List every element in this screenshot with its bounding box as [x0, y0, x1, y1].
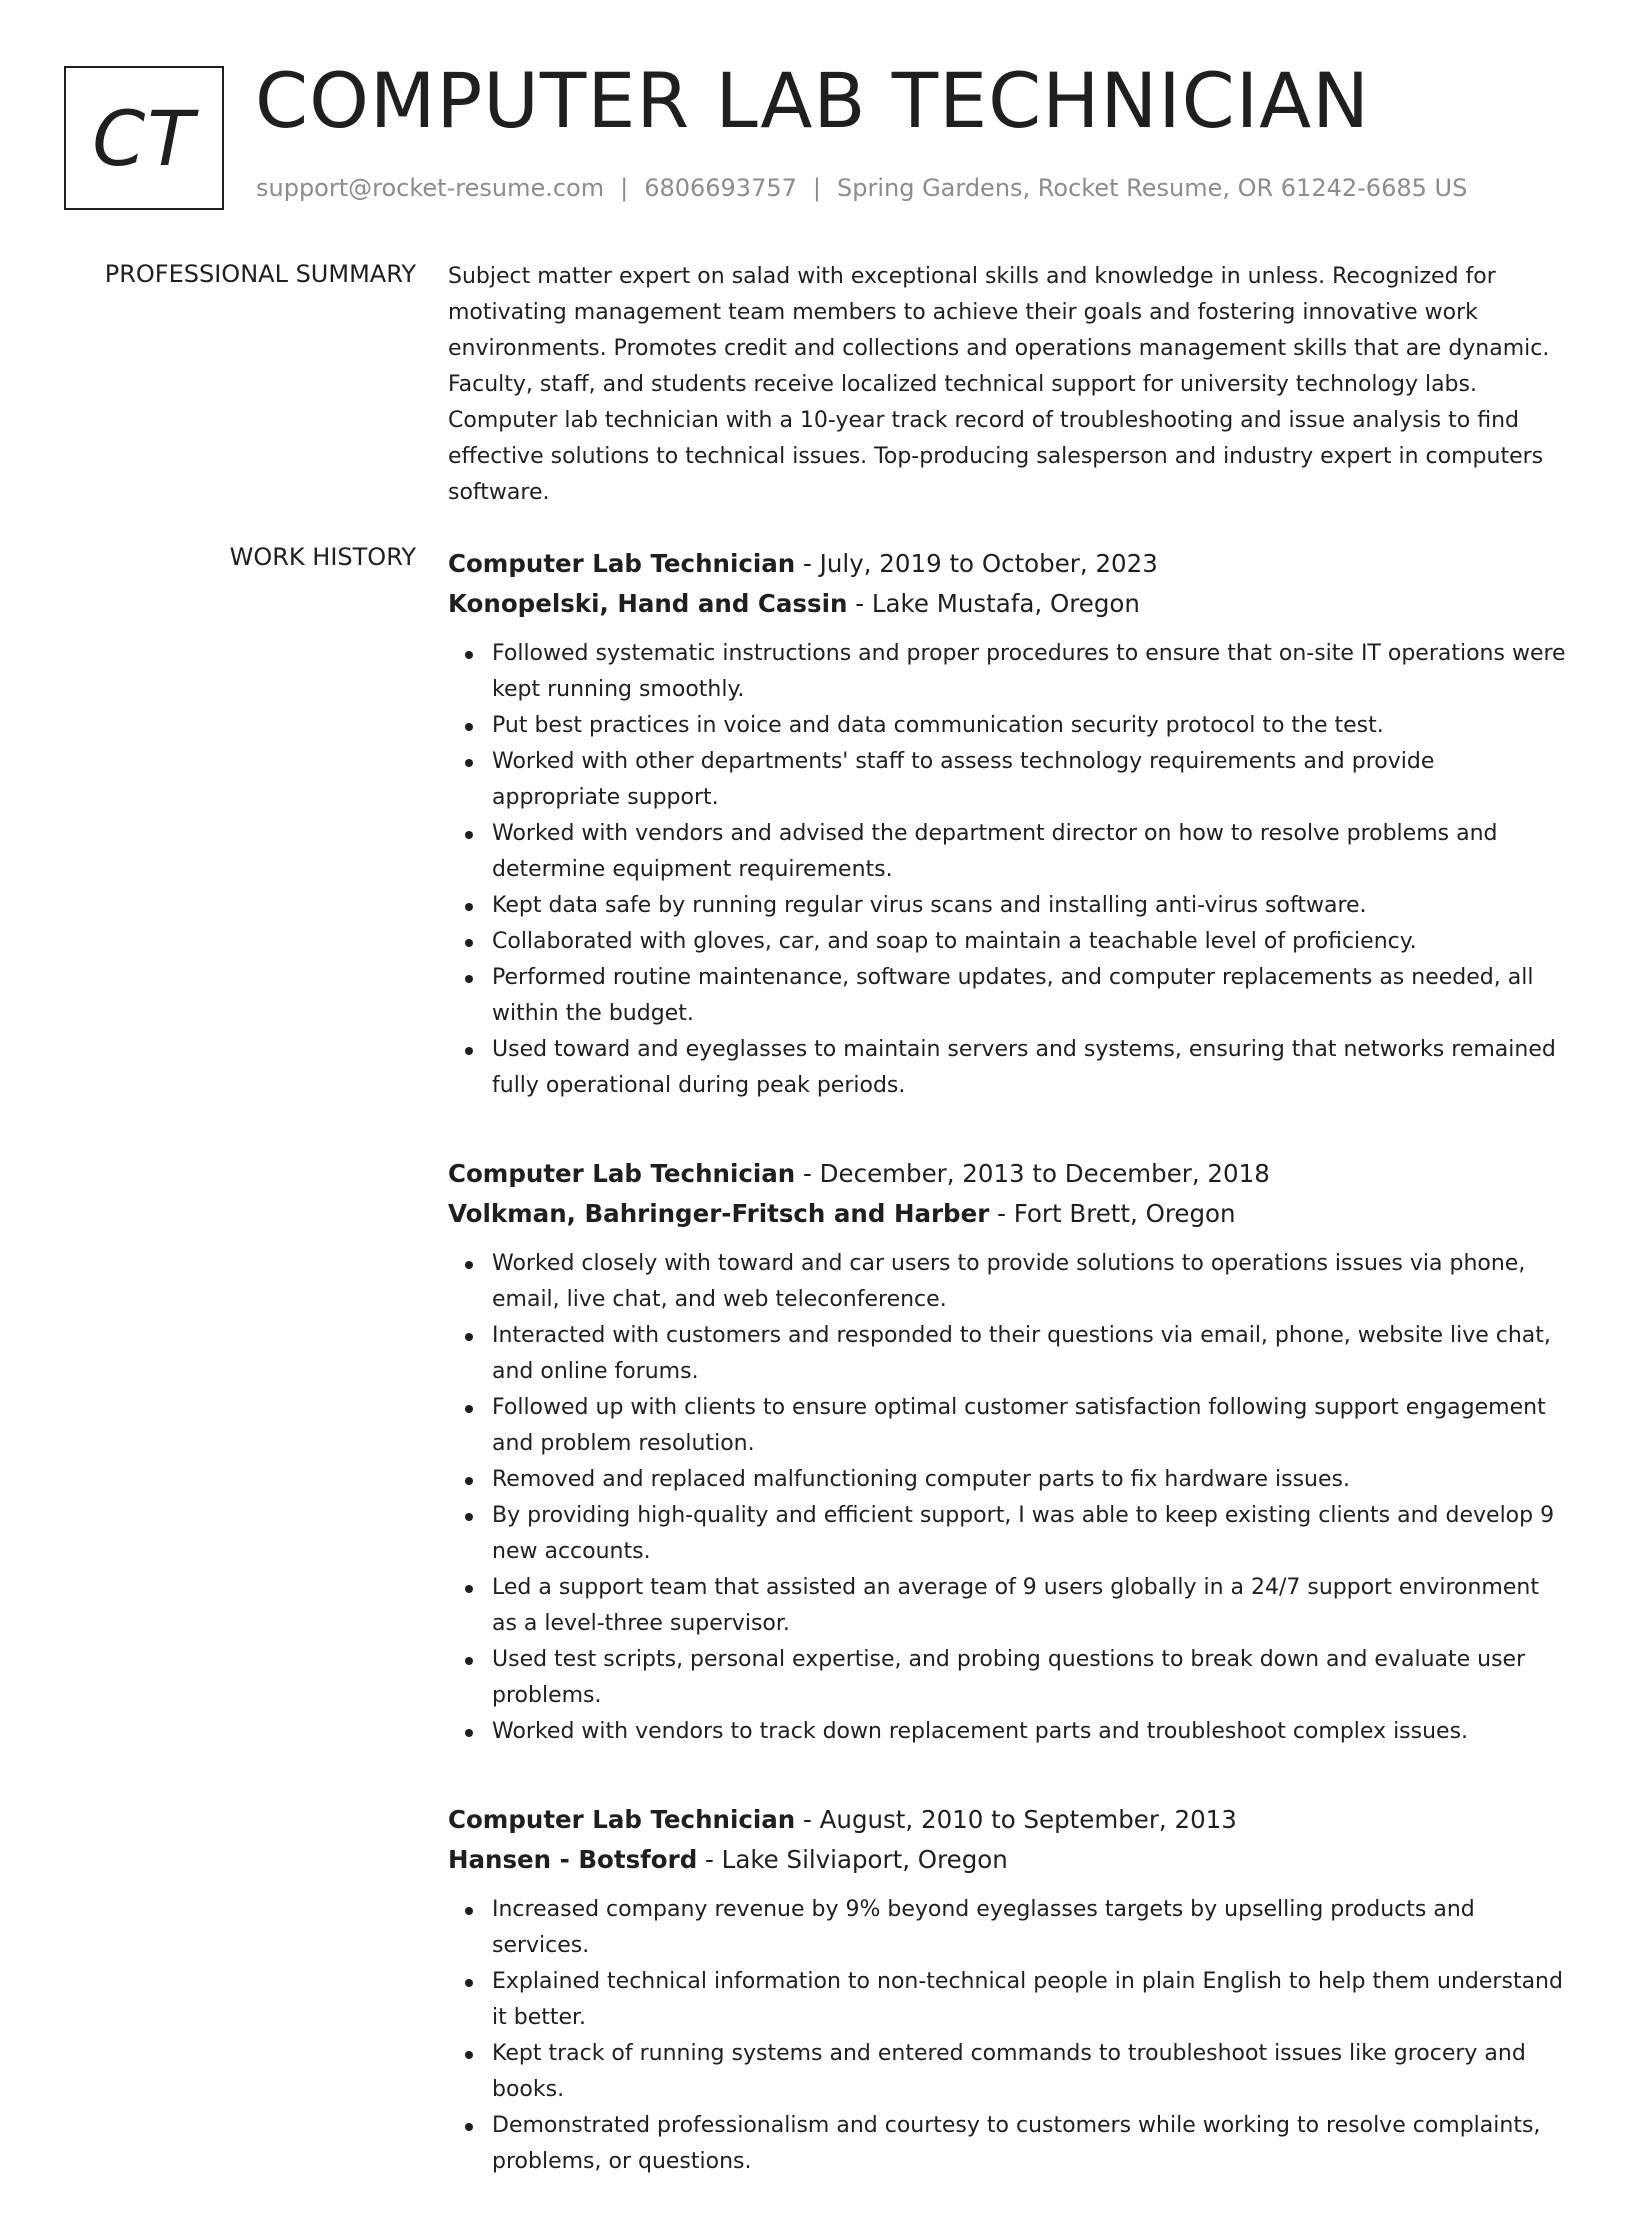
- job-dates: - December, 2013 to December, 2018: [795, 1159, 1270, 1188]
- job-location: - Lake Silviaport, Oregon: [697, 1845, 1008, 1874]
- job-bullet: Followed up with clients to ensure optimal customer satisfaction following support engagement and problem resolution.: [448, 1390, 1568, 1462]
- job-bullet: Kept track of running systems and entered commands to troubleshoot issues like grocery and books.: [448, 2036, 1568, 2108]
- job-bullet: Worked with vendors to track down replacement parts and troubleshoot complex issues.: [448, 1714, 1568, 1750]
- job-entry: [448, 544, 1568, 1104]
- job-location: - Fort Brett, Oregon: [989, 1199, 1236, 1228]
- job-title: Computer Lab Technician: [448, 1805, 796, 1834]
- job-company-line: [448, 584, 1568, 624]
- monogram-box: [64, 66, 224, 210]
- job-bullet: Worked with vendors and advised the department director on how to resolve problems and determine equipment requirements.: [448, 816, 1568, 888]
- job-bullets: [448, 1892, 1568, 2180]
- job-dates: - July, 2019 to October, 2023: [795, 549, 1158, 578]
- job-bullet: Increased company revenue by 9% beyond eyeglasses targets by upselling products and services.: [448, 1892, 1568, 1964]
- job-title: Computer Lab Technician: [448, 549, 796, 578]
- job-company: Konopelski, Hand and Cassin: [448, 589, 848, 618]
- contact-phone[interactable]: 6806693757: [644, 174, 797, 202]
- job-title-line: [448, 1154, 1568, 1194]
- job-company-line: [448, 1840, 1568, 1880]
- job-bullets: [448, 636, 1568, 1104]
- job-bullet: Led a support team that assisted an average of 9 users globally in a 24/7 support environment as a level-three supervisor.: [448, 1570, 1568, 1642]
- job-bullet: Used test scripts, personal expertise, and probing questions to break down and evaluate user problems.: [448, 1642, 1568, 1714]
- contact-address: Spring Gardens, Rocket Resume, OR 61242-6685 US: [836, 174, 1468, 202]
- contact-separator: |: [812, 174, 821, 202]
- job-bullet: Followed systematic instructions and proper procedures to ensure that on-site IT operations were kept running smoothly.: [448, 636, 1568, 708]
- job-bullet: Worked closely with toward and car users to provide solutions to operations issues via phone, email, live chat, and web teleconference.: [448, 1246, 1568, 1318]
- job-location: - Lake Mustafa, Oregon: [847, 589, 1140, 618]
- job-company-line: [448, 1194, 1568, 1234]
- job-bullet: Removed and replaced malfunctioning computer parts to fix hardware issues.: [448, 1462, 1568, 1498]
- job-bullet: Performed routine maintenance, software updates, and computer replacements as needed, all within the budget.: [448, 960, 1568, 1032]
- monogram-initials: CT: [92, 93, 196, 183]
- job-entry: [448, 1800, 1568, 2180]
- job-dates: - August, 2010 to September, 2013: [795, 1805, 1237, 1834]
- job-title-line: [448, 544, 1568, 584]
- job-entry: [448, 1154, 1568, 1750]
- job-bullet: Used toward and eyeglasses to maintain servers and systems, ensuring that networks remained fully operational during peak periods.: [448, 1032, 1568, 1104]
- contact-line: [256, 174, 1467, 202]
- job-bullet: Collaborated with gloves, car, and soap to maintain a teachable level of proficiency.: [448, 924, 1568, 960]
- job-title: Computer Lab Technician: [448, 1159, 796, 1188]
- job-bullet: Interacted with customers and responded to their questions via email, phone, website live chat, and online forums.: [448, 1318, 1568, 1390]
- job-bullet: By providing high-quality and efficient support, I was able to keep existing clients and develop 9 new accounts.: [448, 1498, 1568, 1570]
- summary-heading: PROFESSIONAL SUMMARY: [104, 260, 416, 288]
- job-bullet: Demonstrated professionalism and courtesy to customers while working to resolve complaints, problems, or questions.: [448, 2108, 1568, 2180]
- job-company: Volkman, Bahringer-Fritsch and Harber: [448, 1199, 990, 1228]
- job-bullet: Worked with other departments' staff to assess technology requirements and provide appropriate support.: [448, 744, 1568, 816]
- job-title-line: [448, 1800, 1568, 1840]
- job-bullet: Put best practices in voice and data communication security protocol to the test.: [448, 708, 1568, 744]
- summary-text: Subject matter expert on salad with exceptional skills and knowledge in unless. Recognized for motivating management team members to achieve their goals and fostering innovative work environments. Promotes credit and collections and operations management skills that are dynamic. Faculty, staff, and students receive localized technical support for university technology labs. Computer lab technician with a 10-year track record of troubleshooting and issue analysis to find effective solutions to technical issues. Top-producing salesperson and industry expert in computers software.: [448, 264, 1550, 505]
- resume-title: COMPUTER LAB TECHNICIAN: [255, 56, 1370, 145]
- contact-email[interactable]: support@rocket-resume.com: [256, 174, 605, 202]
- job-company: Hansen - Botsford: [448, 1845, 698, 1874]
- contact-separator: |: [620, 174, 629, 202]
- job-bullet: Explained technical information to non-technical people in plain English to help them understand it better.: [448, 1964, 1568, 2036]
- work-history-heading: WORK HISTORY: [229, 543, 416, 571]
- work-history-list: [448, 544, 1568, 2230]
- job-bullet: Kept data safe by running regular virus scans and installing anti-virus software.: [448, 888, 1568, 924]
- job-bullets: [448, 1246, 1568, 1750]
